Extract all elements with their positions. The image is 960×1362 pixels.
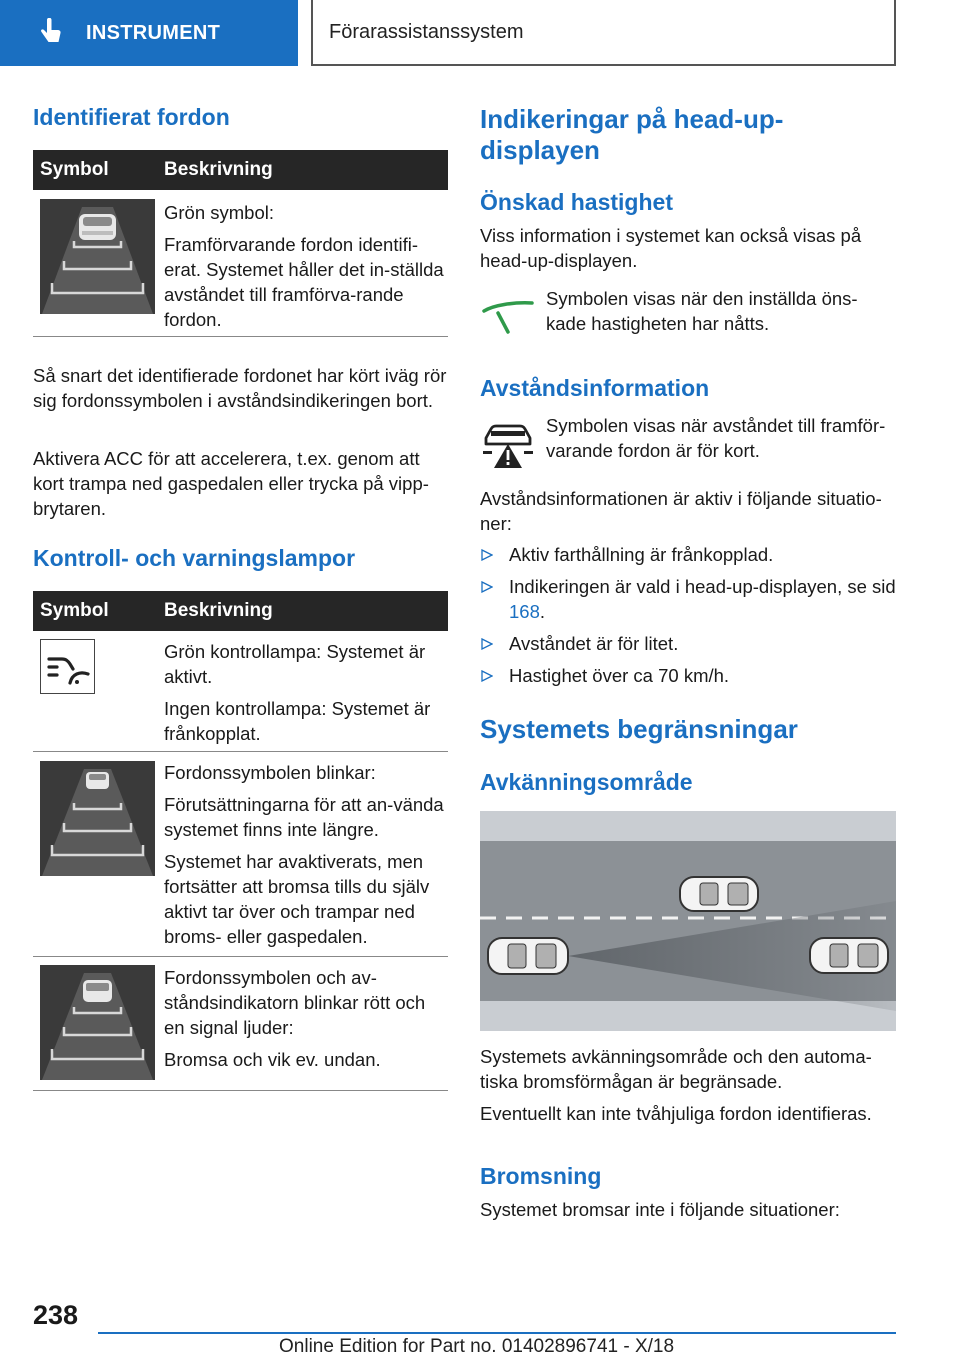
table-header: [33, 150, 448, 190]
bullet-triangle-icon: [481, 638, 493, 650]
paragraph: Avståndsinformationen är aktiv i följande situatio-ner:: [480, 488, 882, 534]
col-symbol: Symbol: [40, 600, 109, 621]
table-row: [33, 752, 448, 957]
edition-text: Online Edition for Part no. 01402896741 - X/18: [279, 1336, 675, 1357]
heading-control-lamps: Kontroll- och varningslampor: [33, 545, 356, 571]
hand-pointer-icon: [38, 18, 64, 48]
bullet-triangle-icon: [481, 549, 493, 561]
heading-identified-vehicle: Identifierat fordon: [33, 104, 230, 130]
speed-symbol-text: Symbolen visas när den inställda öns-kade hastigheten har nåtts.: [546, 288, 858, 334]
heading-braking: Bromsning: [480, 1163, 602, 1189]
paragraph: Systemets avkänningsområde och den automa-tiska bromsförmågan är begränsade.: [480, 1046, 872, 1092]
table-row: [33, 631, 448, 752]
footer-divider: [98, 1332, 896, 1334]
table-row: [33, 957, 448, 1091]
section-tab[interactable]: [0, 0, 298, 66]
car-front: [680, 877, 758, 911]
paragraph: Viss information i systemet kan också visas på head-up-displayen.: [480, 225, 862, 271]
vehicle-detected-icon: [40, 199, 155, 314]
heading-distance-info: Avståndsinformation: [480, 375, 710, 401]
heading-system-limits: Systemets begränsningar: [480, 714, 798, 744]
page-number: 238: [33, 1300, 79, 1330]
paragraph: Eventuellt kan inte tvåhjuliga fordon identifieras.: [480, 1103, 872, 1124]
paragraph: Aktivera ACC för att accelerera, t.ex. genom att kort trampa ned gaspedalen eller trycka på vipp-brytaren.: [33, 448, 429, 519]
heading-detection-range: Avkänningsområde: [480, 769, 693, 795]
chapter-title-box: [311, 0, 896, 66]
distance-warning-icon: [480, 418, 536, 470]
row-description: Grön symbol: Framförvarande fordon identifi-erat. Systemet håller det in-ställda avståndet till framförva-rande fordon.: [164, 202, 444, 330]
row-description: Grön kontrollampa: Systemet är aktivt. Ingen kontrollampa: Systemet är frånkopplat.: [164, 641, 431, 744]
bullet-triangle-icon: [481, 581, 493, 593]
col-description: Beskrivning: [164, 600, 273, 621]
chapter-title: Förarassistanssystem: [329, 20, 524, 43]
heading-desired-speed: Önskad hastighet: [480, 189, 673, 215]
speed-reached-icon: [480, 295, 536, 341]
page-link[interactable]: 168: [509, 601, 540, 622]
row-description: Fordonssymbolen blinkar: Förutsättningarna för att an-vända systemet finns inte längre. Systemet har avaktiverats, men fortsätter att bromsa tills du själv aktivt tar över och trampar ned broms- eller gaspedalen.: [164, 762, 444, 947]
bullet-triangle-icon: [481, 670, 493, 682]
row-description: Fordonssymbolen och av-ståndsindikatorn blinkar rött och en signal ljuder: Bromsa och vik ev. undan.: [164, 967, 426, 1070]
col-description: Beskrivning: [164, 159, 273, 180]
car-rear: [488, 938, 568, 974]
detection-range-illustration: [480, 811, 896, 1031]
distance-symbol-text: Symbolen visas när avståndet till framför-varande fordon är för kort.: [546, 415, 886, 461]
acc-control-lamp-icon: [40, 639, 95, 694]
car-right: [810, 938, 888, 973]
col-symbol: Symbol: [40, 159, 109, 180]
table-row: [33, 190, 448, 337]
paragraph: Så snart det identifierade fordonet har kört iväg rör sig fordonssymbolen i avståndsindikeringen bort.: [33, 365, 447, 411]
vehicle-blinking-icon: [40, 761, 155, 876]
heading-hud-indications: Indikeringar på head-up-displayen: [480, 104, 784, 165]
table-header: [33, 591, 448, 631]
distance-warning-vehicle-icon: [40, 965, 155, 1080]
section-tab-label: INSTRUMENT: [86, 21, 221, 44]
paragraph: Systemet bromsar inte i följande situationer:: [480, 1199, 840, 1220]
